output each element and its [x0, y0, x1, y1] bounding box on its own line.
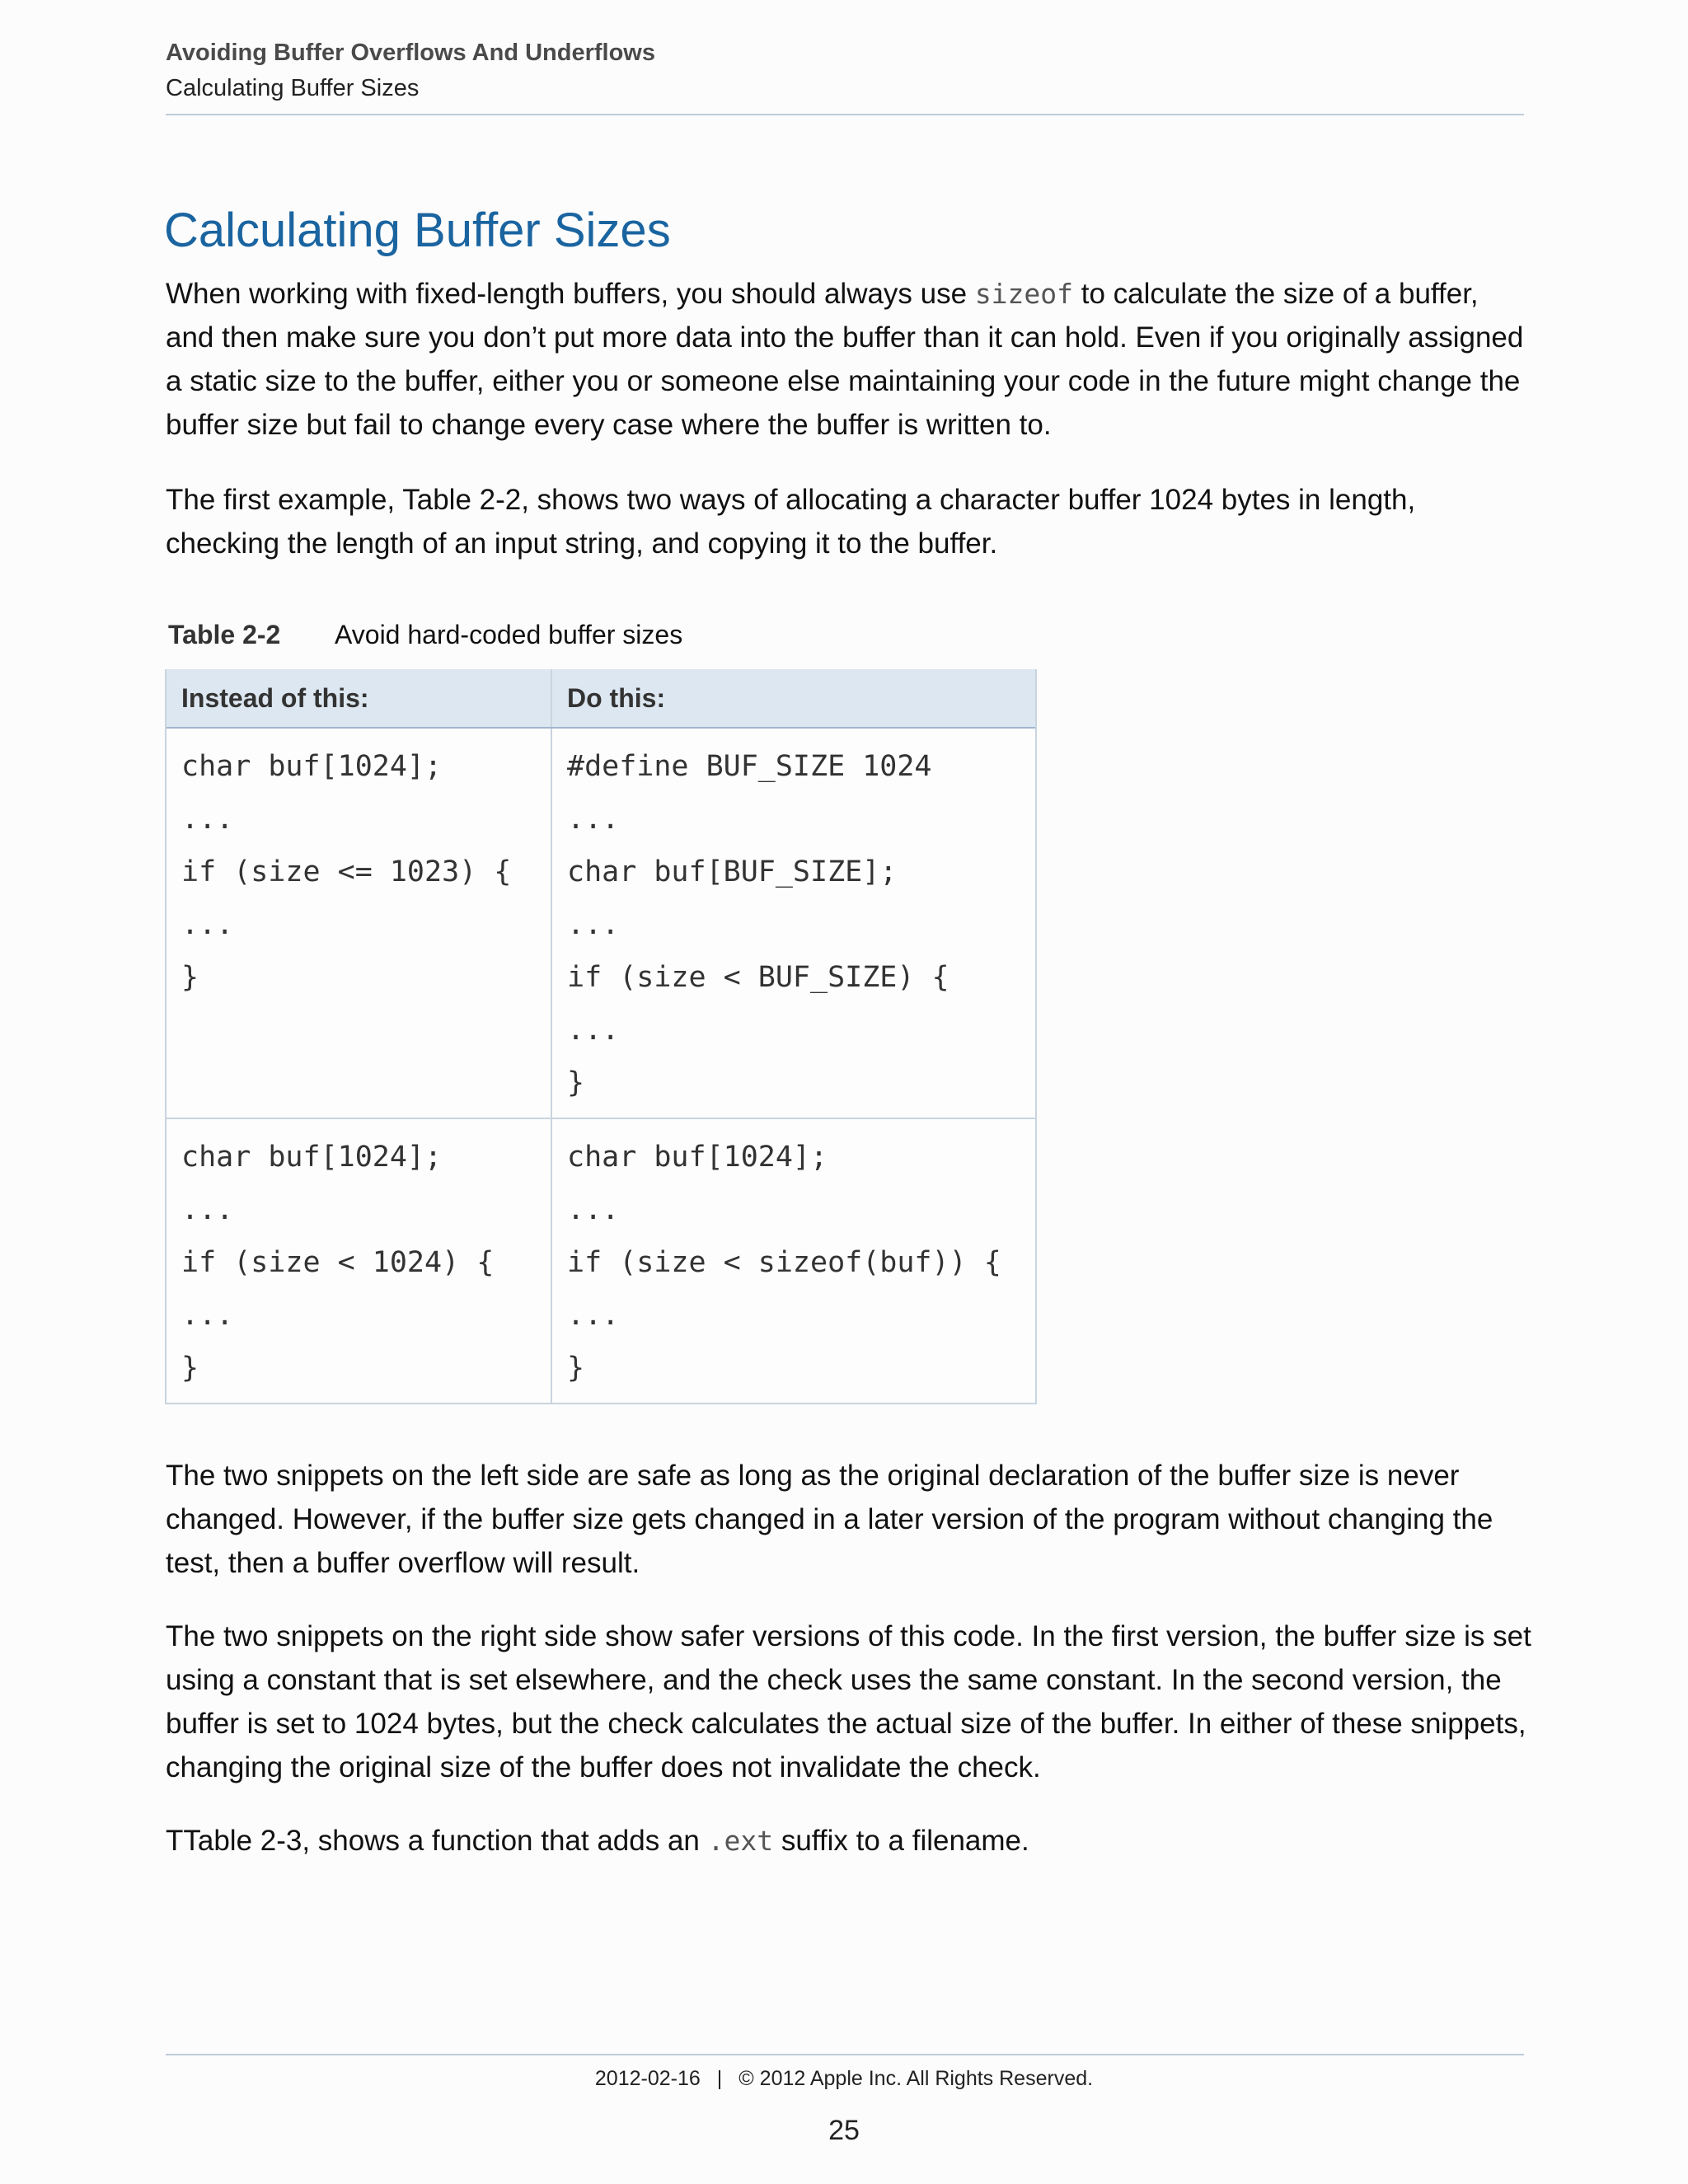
- paragraph-right-snippets: The two snippets on the right side show safer versions of this code. In the first version, the buffer size is set using a constant that is set elsewhere, and the check uses the same constant. In the second version, the buffer is set to 1024 bytes, but the check calculates the actual size of the buffer. In either of these snippets, changing the original size of the buffer does not invalidate the check.: [166, 1620, 1531, 1783]
- footer-separator: |: [716, 2067, 723, 2090]
- code-line: ...: [567, 803, 620, 836]
- paragraph-left-snippets: The two snippets on the left side are safe as long as the original declaration of the buffer size is never changed. However, if the buffer size gets changed in a later version of the program without changing the test, then a buffer overflow will result.: [166, 1460, 1493, 1579]
- section-title: Calculating Buffer Sizes: [166, 75, 420, 101]
- paragraph-next-text-1: TTable 2-3, shows a function that adds an: [166, 1825, 708, 1857]
- running-header: [166, 38, 1524, 115]
- paragraph-intro-text-1: When working with fixed-length buffers, you should always use: [166, 278, 975, 310]
- footer-date: 2012-02-16: [594, 2067, 701, 2090]
- code-line: ...: [567, 1193, 620, 1226]
- table-caption: [168, 620, 682, 650]
- table-cell-do: [552, 729, 1035, 1118]
- inline-code-sizeof: sizeof: [974, 278, 1074, 310]
- page-number: 25: [828, 2115, 860, 2146]
- table-cell-do: [552, 1119, 1035, 1403]
- table-row: [166, 1118, 1035, 1403]
- table-row: [166, 729, 1035, 1118]
- inline-code-ext: .ext: [707, 1825, 774, 1857]
- code-line: char buf[1024];: [181, 750, 443, 783]
- code-line: ...: [181, 803, 234, 836]
- footer: [0, 2067, 1688, 2091]
- code-line: ...: [181, 1299, 234, 1332]
- code-line: if (size <= 1023) {: [181, 855, 512, 888]
- table-caption-number: Table 2-2: [168, 620, 281, 649]
- code-line: ...: [567, 1299, 620, 1332]
- code-line: ...: [567, 1014, 620, 1047]
- code-line: if (size < BUF_SIZE) {: [567, 961, 950, 994]
- code-line: ...: [181, 1193, 234, 1226]
- page-title: Calculating Buffer Sizes: [164, 204, 671, 257]
- code-line: }: [181, 1352, 199, 1385]
- code-line: }: [181, 961, 199, 994]
- code-line: }: [567, 1352, 585, 1385]
- table-header-row: [166, 669, 1035, 729]
- table-header-do: Do this:: [567, 683, 666, 713]
- code-line: char buf[BUF_SIZE];: [567, 855, 898, 888]
- paragraph-next-table: [166, 1819, 1534, 1863]
- footer-divider: [166, 2054, 1524, 2055]
- comparison-table: [165, 669, 1037, 1404]
- code-line: ...: [181, 908, 234, 941]
- code-line: char buf[1024];: [567, 1141, 828, 1174]
- table-caption-text: Avoid hard-coded buffer sizes: [335, 620, 683, 649]
- footer-copyright: © 2012 Apple Inc. All Rights Reserved.: [738, 2067, 1094, 2090]
- code-line: if (size < sizeof(buf)) {: [567, 1246, 1001, 1279]
- paragraph-intro-text-2: to calculate the size of a buffer, and then make sure you don’t put more data into the buffer than it can hold. Even if you originally assigned a static size to the buffer, either you or someone else maintaining your code in the future might change the buffer size but fail to change every case where the buffer is written to.: [166, 278, 1524, 441]
- paragraph-intro: [166, 272, 1534, 447]
- code-line: if (size < 1024) {: [181, 1246, 495, 1279]
- code-line: char buf[1024];: [181, 1141, 443, 1174]
- code-line: }: [567, 1066, 585, 1099]
- code-line: ...: [567, 908, 620, 941]
- chapter-title: Avoiding Buffer Overflows And Underflows: [166, 40, 655, 66]
- code-line: #define BUF_SIZE 1024: [567, 750, 932, 783]
- table-cell-instead: [166, 729, 552, 1118]
- table-cell-instead: [166, 1119, 552, 1403]
- paragraph-first-example: The first example, Table 2-2, shows two ways of allocating a character buffer 1024 bytes in length, checking the length of an input string, and copying it to the buffer.: [166, 484, 1416, 560]
- paragraph-next-text-2: suffix to a filename.: [773, 1825, 1029, 1857]
- table-header-instead: Instead of this:: [166, 669, 552, 727]
